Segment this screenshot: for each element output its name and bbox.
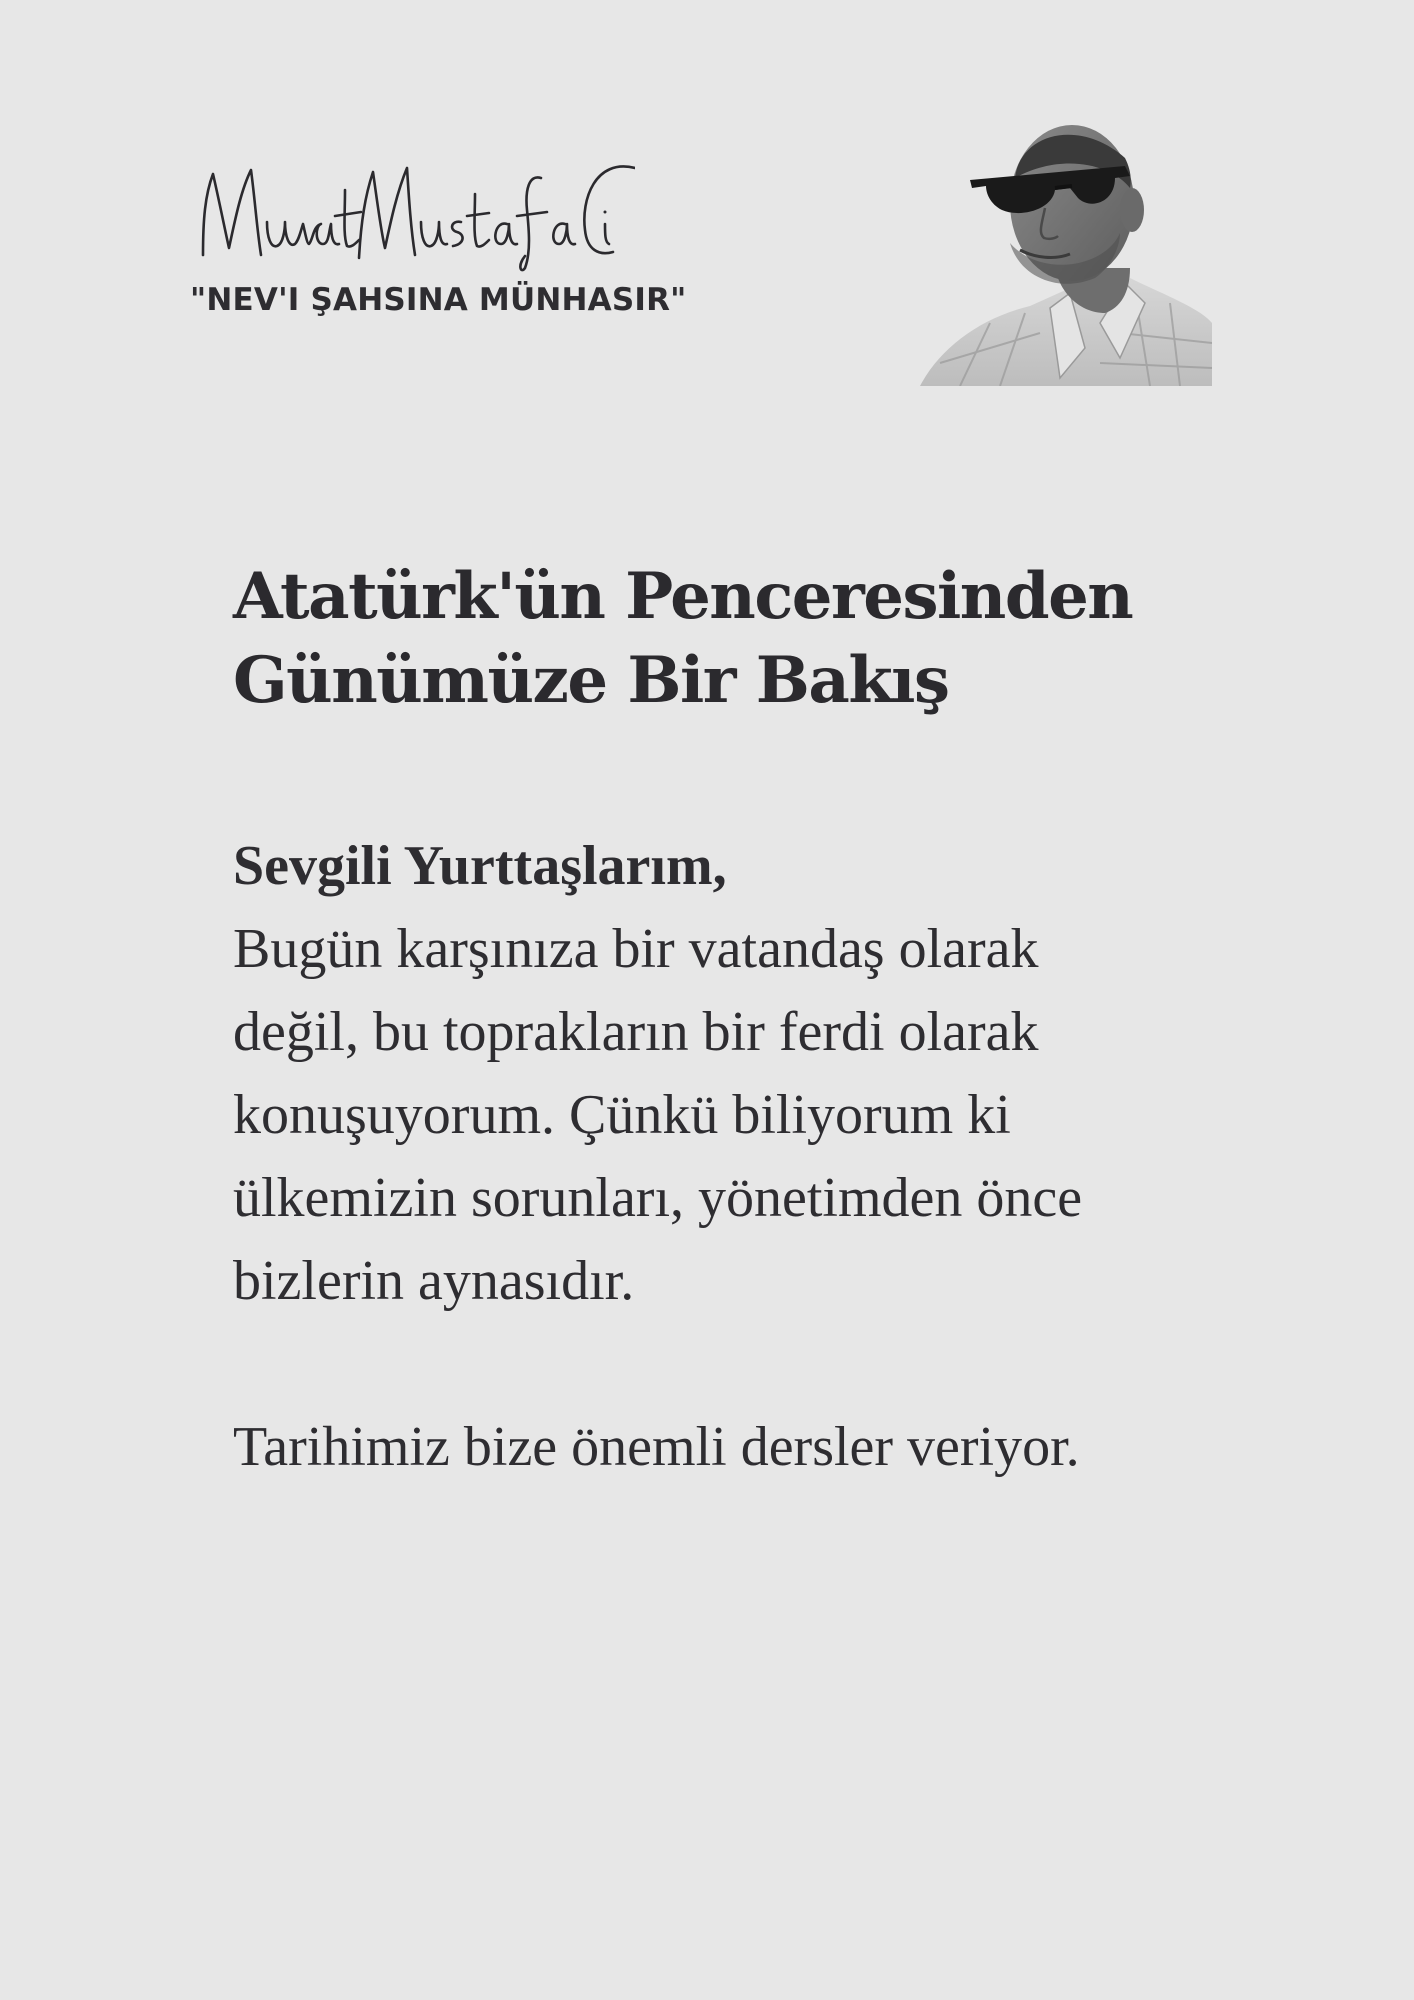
author-photo bbox=[920, 118, 1212, 386]
paragraph-2: Tarihimiz bize önemli dersler veriyor. bbox=[233, 1416, 1080, 1478]
article-title-line-1: Atatürk'ün Penceresinden bbox=[233, 559, 1133, 634]
salutation: Sevgili Yurttaşlarım, bbox=[233, 835, 727, 897]
tagline: "NEV'I ŞAHSINA MÜNHASIR" bbox=[190, 282, 687, 318]
paragraph-1: Bugün karşınıza bir vatandaş olarak değil, bu toprakların bir ferdi olarak konuşuyorum. Çünkü biliyorum ki ülkemizin sorunları, yönetimden önce bizlerin aynasıdır. bbox=[233, 918, 1083, 1312]
article-title-line-2: Günümüze Bir Bakış bbox=[233, 643, 949, 718]
signature-logo bbox=[195, 160, 635, 275]
article-title bbox=[233, 555, 1193, 723]
article bbox=[233, 555, 1193, 1489]
page-header bbox=[0, 0, 1414, 420]
article-body bbox=[233, 825, 1133, 1489]
